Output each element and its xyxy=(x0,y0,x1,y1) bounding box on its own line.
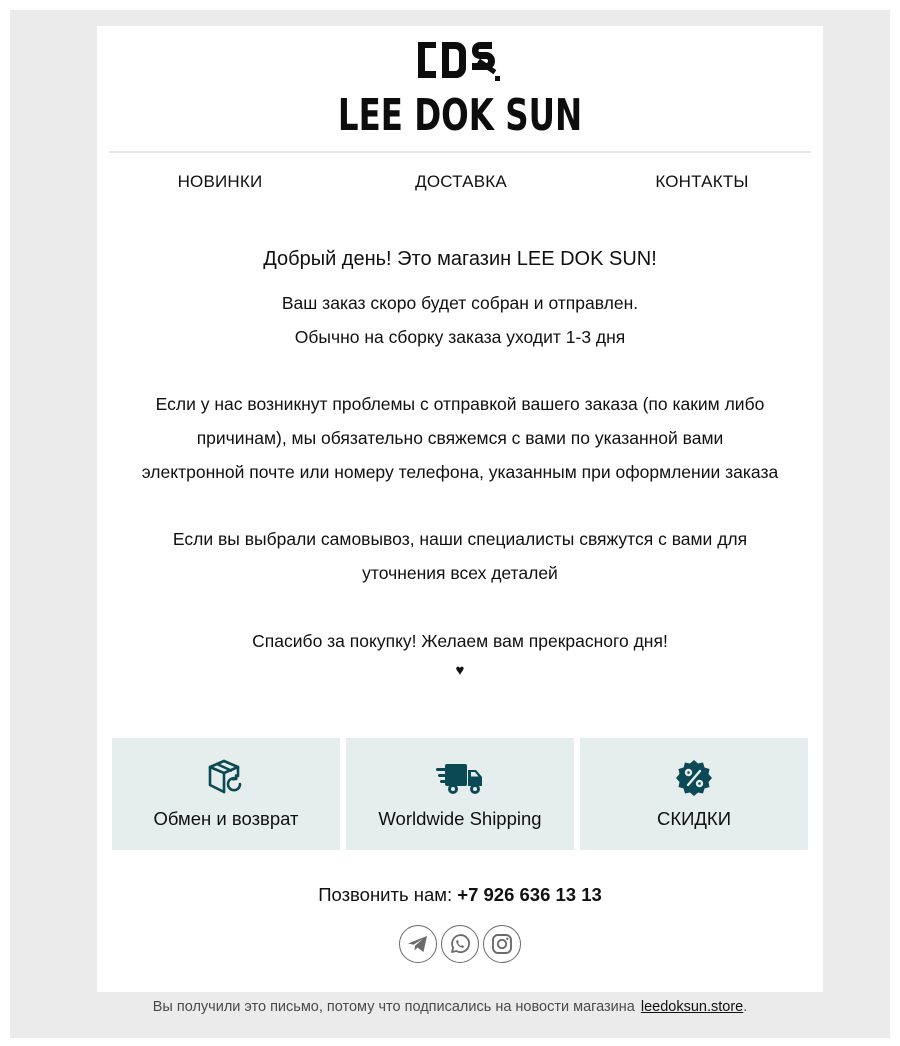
header-divider xyxy=(109,151,811,153)
feature-worldwide-shipping[interactable] xyxy=(346,738,574,850)
nav-item-new[interactable]: НОВИНКИ xyxy=(177,172,263,191)
brand-logo-mark xyxy=(97,38,823,91)
box-return-icon xyxy=(206,758,246,798)
assembly-time-text: Обычно на сборку заказа уходит 1-3 дня xyxy=(294,327,626,347)
call-us-label: Позвонить нам: xyxy=(318,884,458,905)
phone-number-link[interactable]: +7 926 636 13 13 xyxy=(457,884,602,905)
heart-icon: ♥ xyxy=(455,662,465,679)
feature-exchange-return[interactable] xyxy=(112,738,340,850)
footer-period: . xyxy=(743,999,748,1015)
call-us-line xyxy=(97,884,823,906)
nav-item-contacts[interactable]: КОНТАКТЫ xyxy=(655,172,749,191)
problem-text-line-2: причинам), мы обязательно свяжемся с вами по указанной вами xyxy=(196,428,724,448)
social-links xyxy=(97,925,823,965)
instagram-link[interactable] xyxy=(483,925,521,963)
email-background xyxy=(10,10,890,1038)
feature-discounts[interactable] xyxy=(580,738,808,850)
problem-text-line-1: Если у нас возникнут проблемы с отправкой вашего заказа (по каким либо xyxy=(155,394,765,414)
feature-label: Обмен и возврат xyxy=(153,808,299,829)
delivery-truck-icon xyxy=(435,758,485,798)
telegram-icon xyxy=(406,932,430,956)
nav-item-delivery[interactable]: ДОСТАВКА xyxy=(415,172,507,191)
greeting-heading: Добрый день! Это магазин LEE DOK SUN! xyxy=(263,248,657,270)
pickup-text-line-1: Если вы выбрали самовывоз, наши специалисты свяжутся с вами для xyxy=(172,529,748,549)
order-status-text: Ваш заказ скоро будет собран и отправлен. xyxy=(281,293,639,313)
brand-name: LEE DOK SUN xyxy=(337,90,583,141)
footer-note xyxy=(0,999,900,1015)
store-link[interactable]: leedoksun.store xyxy=(640,999,744,1015)
pickup-text-line-2: уточнения всех деталей xyxy=(362,563,558,583)
main-nav xyxy=(97,172,823,196)
telegram-link[interactable] xyxy=(399,925,437,963)
feature-label: Worldwide Shipping xyxy=(378,808,542,829)
whatsapp-icon xyxy=(448,932,472,956)
discount-badge-icon xyxy=(674,758,714,798)
problem-text-line-3: электронной почте или номеру телефона, указанным при оформлении заказа xyxy=(141,462,779,482)
thanks-text: Спасибо за покупку! Желаем вам прекрасного дня! xyxy=(252,631,668,651)
feature-label: СКИДКИ xyxy=(656,808,732,829)
instagram-icon xyxy=(490,932,514,956)
footer-text: Вы получили это письмо, потому что подписались на новости магазина xyxy=(152,999,635,1015)
email-card xyxy=(97,26,823,992)
whatsapp-link[interactable] xyxy=(441,925,479,963)
lds-logo-icon xyxy=(415,38,505,86)
